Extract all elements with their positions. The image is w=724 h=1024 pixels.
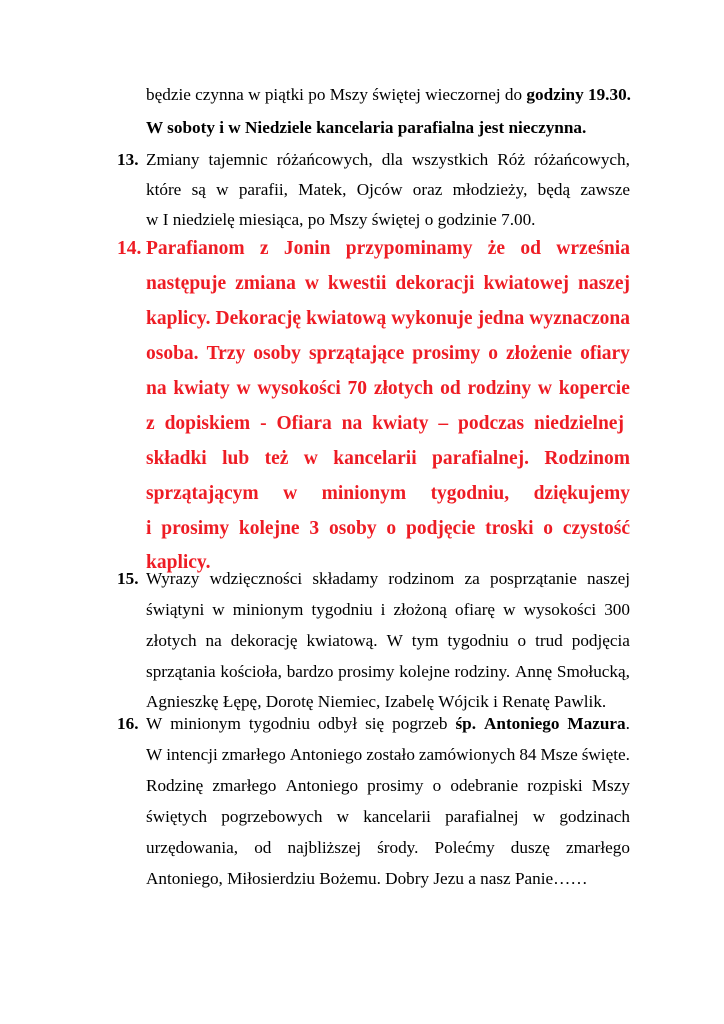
word: czystość	[562, 518, 630, 539]
item-14-line-4	[146, 342, 630, 366]
word: które	[146, 180, 182, 199]
word: prosimy	[367, 776, 424, 795]
word: naszej	[587, 569, 630, 588]
word: tygodniu	[447, 631, 509, 650]
word: kolejne	[238, 518, 300, 539]
word: wyznaczona	[529, 308, 630, 329]
word: Ofiara	[276, 413, 332, 434]
word: parafii,	[238, 180, 288, 199]
word: Parafianom	[146, 238, 245, 259]
item-15-number: 15.	[117, 569, 139, 588]
item-14-line-5	[146, 377, 630, 401]
word: środy.	[377, 838, 419, 857]
item-16-bold-name: Mazura	[567, 714, 626, 733]
word: kaplicy.	[146, 308, 211, 329]
word: naszej	[578, 273, 630, 294]
word: Rodzinom	[544, 448, 630, 469]
word: wszystkich	[411, 150, 489, 169]
word: sprzątania	[146, 662, 216, 681]
word: zmiana	[235, 273, 296, 294]
word: 84	[519, 745, 537, 764]
word: pogrzeb	[392, 714, 448, 733]
item-14-line-2	[146, 272, 630, 296]
word: rodziny	[467, 378, 532, 399]
word: odebranie	[450, 776, 519, 795]
word: w	[304, 273, 319, 294]
word: osoby	[328, 518, 377, 539]
item-16-line-1	[146, 714, 630, 734]
word: parafialnej	[445, 807, 519, 826]
word: kancelarii	[363, 807, 431, 826]
word: o	[488, 343, 498, 364]
word: trud	[535, 631, 563, 650]
word: za	[464, 569, 480, 588]
word: lub	[222, 448, 250, 469]
item-16-line-5	[146, 838, 630, 858]
word: na	[205, 631, 222, 650]
item-16-bold-name: śp.	[455, 714, 476, 733]
item-14-line-10: kaplicy.	[146, 552, 211, 573]
word: o	[543, 518, 554, 539]
word: podjęcie	[405, 518, 476, 539]
word: rozpiski	[527, 776, 583, 795]
word: w	[336, 807, 350, 826]
word: ofiary	[580, 343, 630, 364]
word: przypominamy	[345, 238, 473, 259]
item-13-line-2	[146, 180, 630, 200]
item-16-line-6: Antoniego, Miłosierdziu Bożemu. Dobry Jezu a nasz Panie……	[146, 869, 588, 888]
word: sprzątające	[308, 343, 405, 364]
word: minionym	[170, 714, 241, 733]
word: o	[517, 631, 527, 650]
word: złożenie	[506, 343, 573, 364]
word: kwiaty	[173, 378, 230, 399]
word: zmarłego	[221, 745, 286, 764]
word: będą	[537, 180, 571, 199]
word: ofiarę	[454, 600, 496, 619]
word: kwestii	[327, 273, 387, 294]
word: różańcowych,	[276, 150, 373, 169]
word: następuje	[146, 273, 227, 294]
word: godzinach	[559, 807, 630, 826]
word: od	[254, 838, 272, 857]
word: Rodzinę	[146, 776, 204, 795]
word: niedzielnej	[534, 413, 624, 434]
word: Ojców	[356, 180, 403, 199]
word: 300	[604, 600, 630, 619]
word: w	[303, 448, 318, 469]
item-13-number: 13.	[117, 150, 139, 169]
word: tajemnic	[208, 150, 268, 169]
item-15-line-1	[146, 569, 630, 589]
word: różańcowych,	[534, 150, 630, 169]
word: duszę	[510, 838, 550, 857]
item-16-line-3	[146, 776, 630, 796]
word: sprzątającym	[146, 483, 259, 504]
item-15-line-4	[146, 662, 630, 682]
word: tygodniu	[311, 600, 373, 619]
word: w	[503, 600, 516, 619]
word: 3	[309, 518, 320, 539]
word: składki	[146, 448, 207, 469]
word: dziękujemy	[533, 483, 630, 504]
word: tygodniu,	[430, 483, 510, 504]
word: W	[146, 745, 163, 764]
word: podjęcia	[571, 631, 630, 650]
word: prosimy	[161, 518, 230, 539]
word: posprzątanie	[489, 569, 577, 588]
word: Matek,	[298, 180, 347, 199]
word: na	[341, 413, 363, 434]
item-12-continuation-line-2	[146, 118, 586, 138]
item-15-line-3	[146, 631, 630, 651]
word: Dekorację	[215, 308, 302, 329]
word: złotych	[373, 378, 434, 399]
word: młodzieży,	[452, 180, 528, 199]
word: tym	[411, 631, 439, 650]
word: w	[532, 807, 546, 826]
item-14-line-7	[146, 447, 630, 471]
item-16-number: 16.	[117, 714, 139, 733]
word: kancelarii	[333, 448, 417, 469]
word: minionym	[232, 600, 304, 619]
word: bardzo	[286, 662, 334, 681]
item-15-line-2	[146, 600, 630, 620]
item-15-line-5: Agnieszkę Łępę, Dorotę Niemiec, Izabelę Wójcik i Renatę Pawlik.	[146, 692, 607, 711]
word: parafialnej.	[432, 448, 529, 469]
item-14-line-1	[146, 237, 630, 261]
word: dekoracji	[395, 273, 475, 294]
word: wysokości	[523, 600, 597, 619]
word: minionym	[321, 483, 407, 504]
word: Smołucką,	[556, 662, 630, 681]
word: zmarłego	[566, 838, 630, 857]
word: w	[283, 483, 298, 504]
word: rodziny.	[454, 662, 511, 681]
item-16-line-2	[146, 745, 630, 765]
word: że	[487, 238, 506, 259]
word: Mazura.	[567, 714, 630, 733]
word: złotych	[146, 631, 197, 650]
word: w	[212, 600, 225, 619]
word: Mszy	[591, 776, 630, 795]
word: z	[146, 413, 155, 434]
word: wdzięczności	[209, 569, 303, 588]
word: tygodniu	[248, 714, 310, 733]
word: kwiatową.	[306, 631, 378, 650]
word: wysokości	[257, 378, 341, 399]
word: osoby	[253, 343, 301, 364]
word: w	[537, 378, 552, 399]
word: prosimy	[338, 662, 395, 681]
word: W	[146, 714, 163, 733]
word: W	[386, 631, 403, 650]
word: w	[236, 378, 251, 399]
word: Wyrazy	[146, 569, 200, 588]
word: odbył	[317, 714, 358, 733]
item-12-bold-closed: W soboty i w Niedziele kancelaria parafialna jest nieczynna.	[146, 118, 587, 137]
word: intencji	[166, 745, 218, 764]
item-14-line-3	[146, 307, 630, 331]
word: Trzy	[206, 343, 246, 364]
word: składamy	[312, 569, 379, 588]
word: urzędowania,	[146, 838, 239, 857]
word: się	[365, 714, 385, 733]
word: dekorację	[230, 631, 298, 650]
word: 70	[347, 378, 368, 399]
word: kwiatowej	[483, 273, 570, 294]
word: złożoną	[393, 600, 447, 619]
word: w	[216, 180, 229, 199]
word: i	[146, 518, 152, 539]
word: z	[259, 238, 269, 259]
word: kościoła,	[220, 662, 282, 681]
word: prosimy	[412, 343, 481, 364]
item-14-number: 14.	[117, 238, 142, 259]
item-13-line-3: w I niedzielę miesiąca, po Mszy świętej o godzinie 7.00.	[146, 210, 536, 229]
word: o	[386, 518, 397, 539]
word: zmarłego	[212, 776, 277, 795]
word: świątyni	[146, 600, 205, 619]
word: kwiatową	[306, 308, 387, 329]
word: na	[146, 378, 167, 399]
word: Annę	[514, 662, 553, 681]
word: i	[380, 600, 386, 619]
word: święte.	[581, 745, 630, 764]
word: Antoniego	[285, 776, 359, 795]
item-12-bold-time: godziny 19.30.	[526, 85, 631, 104]
item-12-text: będzie czynna w piątki po Mszy świętej wieczornej do	[146, 85, 527, 104]
word: najbliższej	[287, 838, 361, 857]
item-14-line-6	[146, 412, 624, 436]
word: od	[440, 378, 461, 399]
item-12-continuation-line-1	[146, 85, 631, 105]
item-16-line-4	[146, 807, 630, 827]
word: kopercie	[558, 378, 630, 399]
word: rodzinom	[388, 569, 455, 588]
word: Zmiany	[146, 150, 200, 169]
word: dla	[381, 150, 403, 169]
word: Antoniego	[289, 745, 363, 764]
word: osoba.	[146, 343, 199, 364]
word: dopiskiem	[164, 413, 251, 434]
word: Polećmy	[434, 838, 495, 857]
word: Jonin	[283, 238, 331, 259]
word: pogrzebowych	[221, 807, 323, 826]
word: Róż	[497, 150, 525, 169]
word: zostało	[366, 745, 415, 764]
word: świętych	[146, 807, 208, 826]
word: oraz	[412, 180, 443, 199]
word: –	[438, 413, 449, 434]
word: zawsze	[580, 180, 630, 199]
word: są	[191, 180, 206, 199]
word: zamówionych	[418, 745, 516, 764]
word: też	[264, 448, 289, 469]
word: od	[520, 238, 541, 259]
word: jedna	[477, 308, 525, 329]
word: Msze	[540, 745, 578, 764]
word: wykonuje	[391, 308, 473, 329]
word: o	[432, 776, 442, 795]
word: kwiaty	[372, 413, 429, 434]
word: -	[260, 413, 267, 434]
item-14-line-8	[146, 482, 630, 506]
item-13-line-1	[146, 150, 630, 170]
item-14-line-9	[146, 517, 630, 541]
word: kolejne	[399, 662, 450, 681]
word: podczas	[458, 413, 525, 434]
word: troski	[485, 518, 534, 539]
word: września	[556, 238, 630, 259]
item-16-bold-name: Antoniego	[483, 714, 560, 733]
